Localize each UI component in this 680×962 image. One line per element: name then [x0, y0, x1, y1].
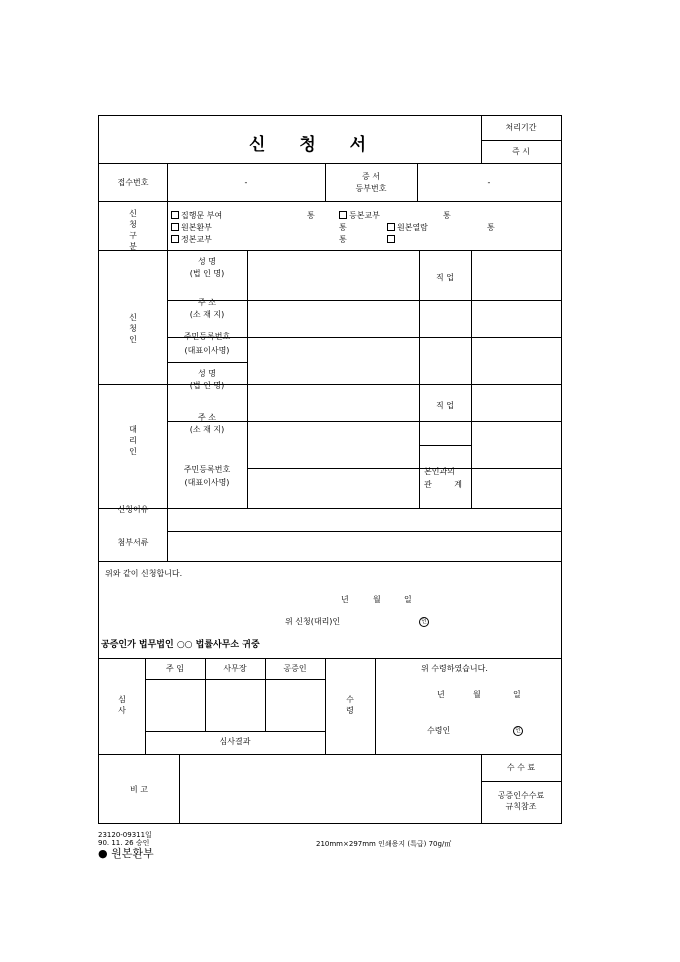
received-text: 위 수령하였습니다.	[421, 664, 488, 673]
agent-address-label: 주 소	[198, 413, 216, 422]
paper-spec: 210mm×297mm 인쇄용지 (특급) 70g/㎡	[316, 840, 452, 848]
applicant-id-label: 주민등록번호	[183, 332, 231, 341]
agent-job-label: 직 업	[436, 401, 454, 410]
agent-address-label: (소 재 지)	[189, 425, 225, 434]
checkbox-icon[interactable]	[387, 223, 395, 231]
applicant-address-label: (소 재 지)	[189, 310, 225, 319]
original-return-note: ● 원본환부	[98, 847, 154, 860]
cert-reg-value[interactable]: -	[487, 178, 491, 187]
divider	[167, 362, 247, 363]
request-option[interactable]	[387, 234, 397, 245]
request-type-label: 신청구분	[129, 209, 137, 251]
cert-reg-label: 증 서	[362, 172, 380, 181]
receipt-day: 일	[513, 690, 521, 699]
seal-icon: 인	[419, 617, 429, 627]
divider	[167, 531, 561, 532]
agent-label: 대리인	[129, 425, 137, 456]
declaration-text: 위와 같이 신청합니다.	[105, 569, 183, 578]
divider	[247, 250, 248, 508]
divider	[247, 468, 561, 469]
request-option[interactable]: 등본교부	[339, 210, 380, 221]
divider	[325, 658, 326, 754]
review-col-header: 주 임	[166, 664, 184, 673]
divider	[145, 679, 325, 680]
receipt-month: 월	[473, 690, 481, 699]
review-col-header: 공증인	[283, 664, 307, 673]
divider	[99, 201, 561, 202]
divider	[481, 140, 561, 141]
review-label: 심사	[118, 695, 126, 715]
declaration-month: 월	[373, 595, 381, 604]
request-option-unit: 통	[339, 235, 347, 244]
request-option[interactable]: 원본열람	[387, 222, 428, 233]
checkbox-icon[interactable]	[387, 235, 395, 243]
divider	[419, 250, 420, 508]
declaration-day: 일	[404, 595, 412, 604]
divider	[179, 754, 180, 824]
divider	[481, 781, 561, 782]
divider	[99, 754, 561, 755]
request-option-unit: 통	[443, 211, 451, 220]
fee-note: 규칙참조	[505, 802, 537, 811]
agent-relation-label: 본인과의	[424, 467, 455, 476]
receipt-label: 수령	[346, 695, 354, 715]
checkbox-icon[interactable]	[171, 235, 179, 243]
declaration-applicant-line: 위 신청(대리)인	[285, 617, 341, 626]
review-col-header: 사무장	[223, 664, 247, 673]
applicant-job-label: 직 업	[436, 273, 454, 282]
declaration-year: 년	[341, 595, 349, 604]
processing-period-value: 즉 시	[512, 147, 530, 156]
seal-icon: 인	[513, 726, 523, 736]
divider	[375, 658, 376, 754]
agent-relation-label: 관 계	[424, 480, 472, 489]
agent-id-label: 주민등록번호	[183, 465, 231, 474]
divider	[167, 508, 168, 561]
divider	[145, 731, 325, 732]
divider	[99, 658, 561, 659]
divider	[99, 508, 561, 509]
application-form	[98, 115, 562, 824]
approval-date: 90. 11. 26 승인	[98, 839, 150, 847]
form-title: 신 청 서	[249, 135, 381, 155]
request-option-unit: 통	[487, 223, 495, 232]
agent-name-label: (법 인 명)	[189, 381, 225, 390]
checkbox-icon[interactable]	[171, 223, 179, 231]
receipt-year: 년	[437, 690, 445, 699]
agent-id-label: (대표이사명)	[184, 478, 230, 487]
divider	[99, 163, 561, 164]
applicant-label: 신청인	[129, 313, 137, 344]
receipt-no-label: 접수번호	[117, 178, 149, 187]
receipt-no-value[interactable]: -	[244, 178, 248, 187]
request-option[interactable]: 원본환부	[171, 222, 212, 233]
divider	[99, 250, 561, 251]
processing-period-label: 처리기간	[505, 123, 537, 132]
fee-label: 수 수 료	[506, 763, 536, 772]
attachments-label: 첨부서류	[117, 538, 149, 547]
applicant-id-label: (대표이사명)	[184, 346, 230, 355]
checkbox-icon[interactable]	[339, 211, 347, 219]
reason-label: 신청이유	[117, 505, 149, 514]
fee-note: 공증인수수료	[497, 791, 545, 800]
agent-name-label: 성 명	[198, 369, 216, 378]
request-option[interactable]: 집행문 부여	[171, 210, 222, 221]
addressee: 공증인가 법무법인 ○○ 법률사무소 귀중	[101, 640, 260, 650]
review-result-label: 심사결과	[219, 737, 251, 746]
applicant-address-label: 주 소	[198, 298, 216, 307]
receiver-label: 수령인	[427, 726, 451, 735]
request-option-unit: 통	[339, 223, 347, 232]
applicant-name-label: 성 명	[198, 257, 216, 266]
request-option-unit: 통	[307, 211, 315, 220]
form-code: 23120-09311일	[98, 831, 152, 839]
applicant-name-label: (법 인 명)	[189, 269, 225, 278]
divider	[419, 445, 471, 446]
remarks-label: 비 고	[130, 785, 148, 794]
divider	[471, 250, 472, 508]
divider	[325, 163, 326, 201]
checkbox-icon[interactable]	[171, 211, 179, 219]
request-option[interactable]: 정본교부	[171, 234, 212, 245]
cert-reg-label: 등부번호	[355, 184, 387, 193]
divider	[99, 561, 561, 562]
